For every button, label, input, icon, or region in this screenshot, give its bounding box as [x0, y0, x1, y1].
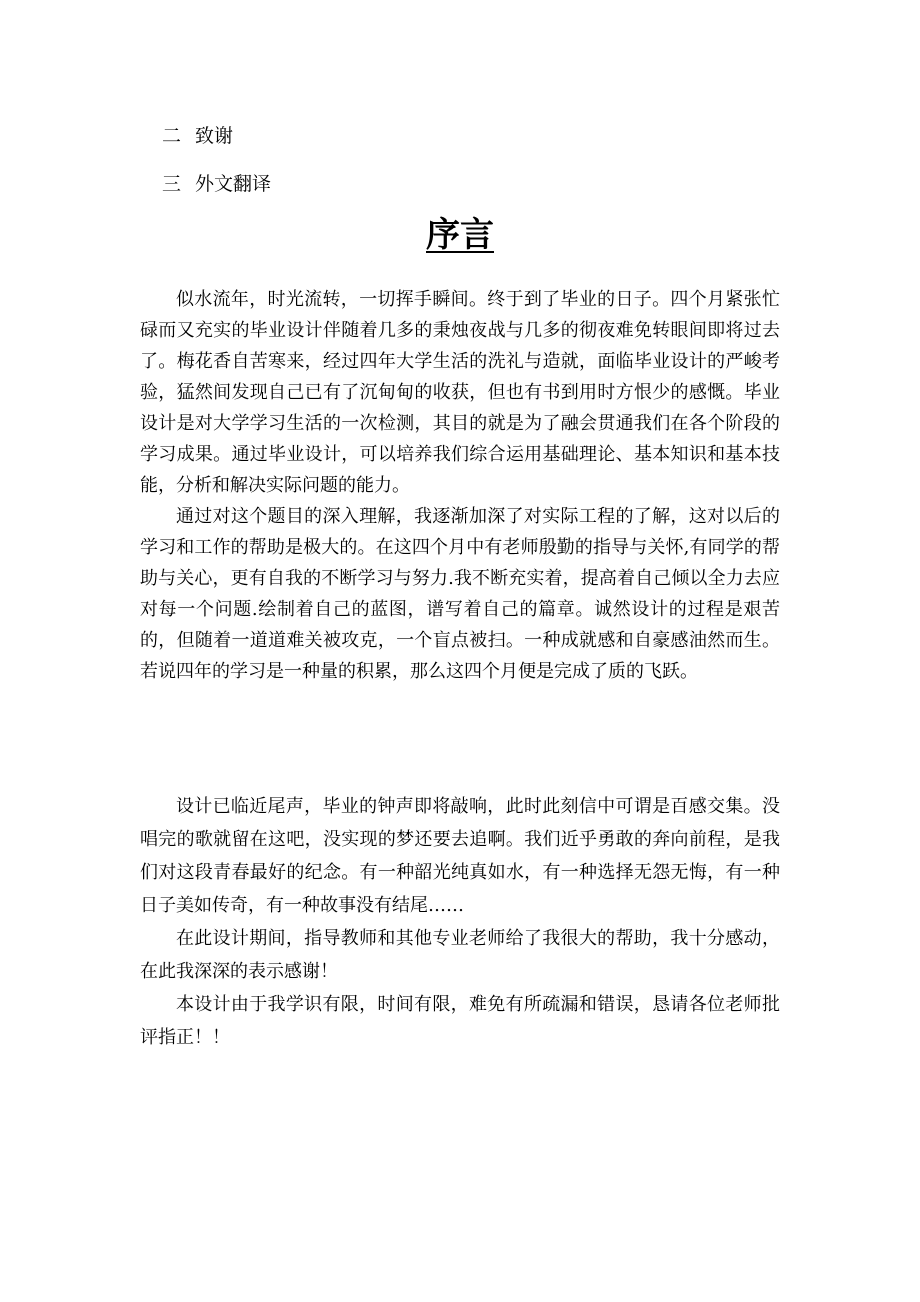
paragraph: 本设计由于我学识有限，时间有限，难免有所疏漏和错误，恳请各位老师批评指正！！	[140, 994, 780, 1048]
preface-body-second	[140, 790, 780, 1054]
preface-body-first	[140, 284, 780, 687]
page-title: 序言	[426, 215, 494, 255]
toc-item-label: 致谢	[195, 125, 234, 147]
paragraph: 通过对这个题目的深入理解，我逐渐加深了对实际工程的了解，这对以后的学习和工作的帮助是极大的。在这四个月中有老师殷勤的指导与关怀,有同学的帮助与关心，更有自我的不断学习与努力.我不断充实着，提高着自己倾以全力去应对每一个问题.绘制着自己的蓝图，谱写着自己的篇章。诚然设计的过程是艰苦的，但随着一道道难关被攻克，一个盲点被扫。一种成就感和自豪感油然而生。若说四年的学习是一种量的积累，那么这四个月便是完成了质的飞跃。	[140, 506, 780, 682]
toc-item-acknowledgement	[162, 123, 233, 149]
toc-item-translation	[162, 171, 271, 197]
paragraph: 似水流年，时光流转，一切挥手瞬间。终于到了毕业的日子。四个月紧张忙碌而又充实的毕业设计伴随着几多的秉烛夜战与几多的彻夜难免转眼间即将过去了。梅花香自苦寒来，经过四年大学生活的洗礼与造就，面临毕业设计的严峻考验，猛然间发现自己已有了沉甸甸的收获，但也有书到用时方恨少的感慨。毕业设计是对大学学习生活的一次检测，其目的就是为了融会贯通我们在各个阶段的学习成果。通过毕业设计，可以培养我们综合运用基础理论、基本知识和基本技能，分析和解决实际问题的能力。	[140, 289, 780, 496]
toc-item-label: 外文翻译	[195, 173, 272, 195]
paragraph: 设计已临近尾声，毕业的钟声即将敲响，此时此刻信中可谓是百感交集。没唱完的歌就留在这吧，没实现的梦还要去追啊。我们近乎勇敢的奔向前程，是我们对这段青春最好的纪念。有一种韶光纯真如水，有一种选择无怨无悔，有一种日子美如传奇，有一种故事没有结尾……	[140, 796, 780, 916]
paragraph: 在此设计期间，指导教师和其他专业老师给了我很大的帮助，我十分感动，在此我深深的表示感谢！	[140, 928, 780, 982]
toc-item-number: 二	[162, 125, 182, 147]
toc-item-number: 三	[162, 173, 182, 195]
